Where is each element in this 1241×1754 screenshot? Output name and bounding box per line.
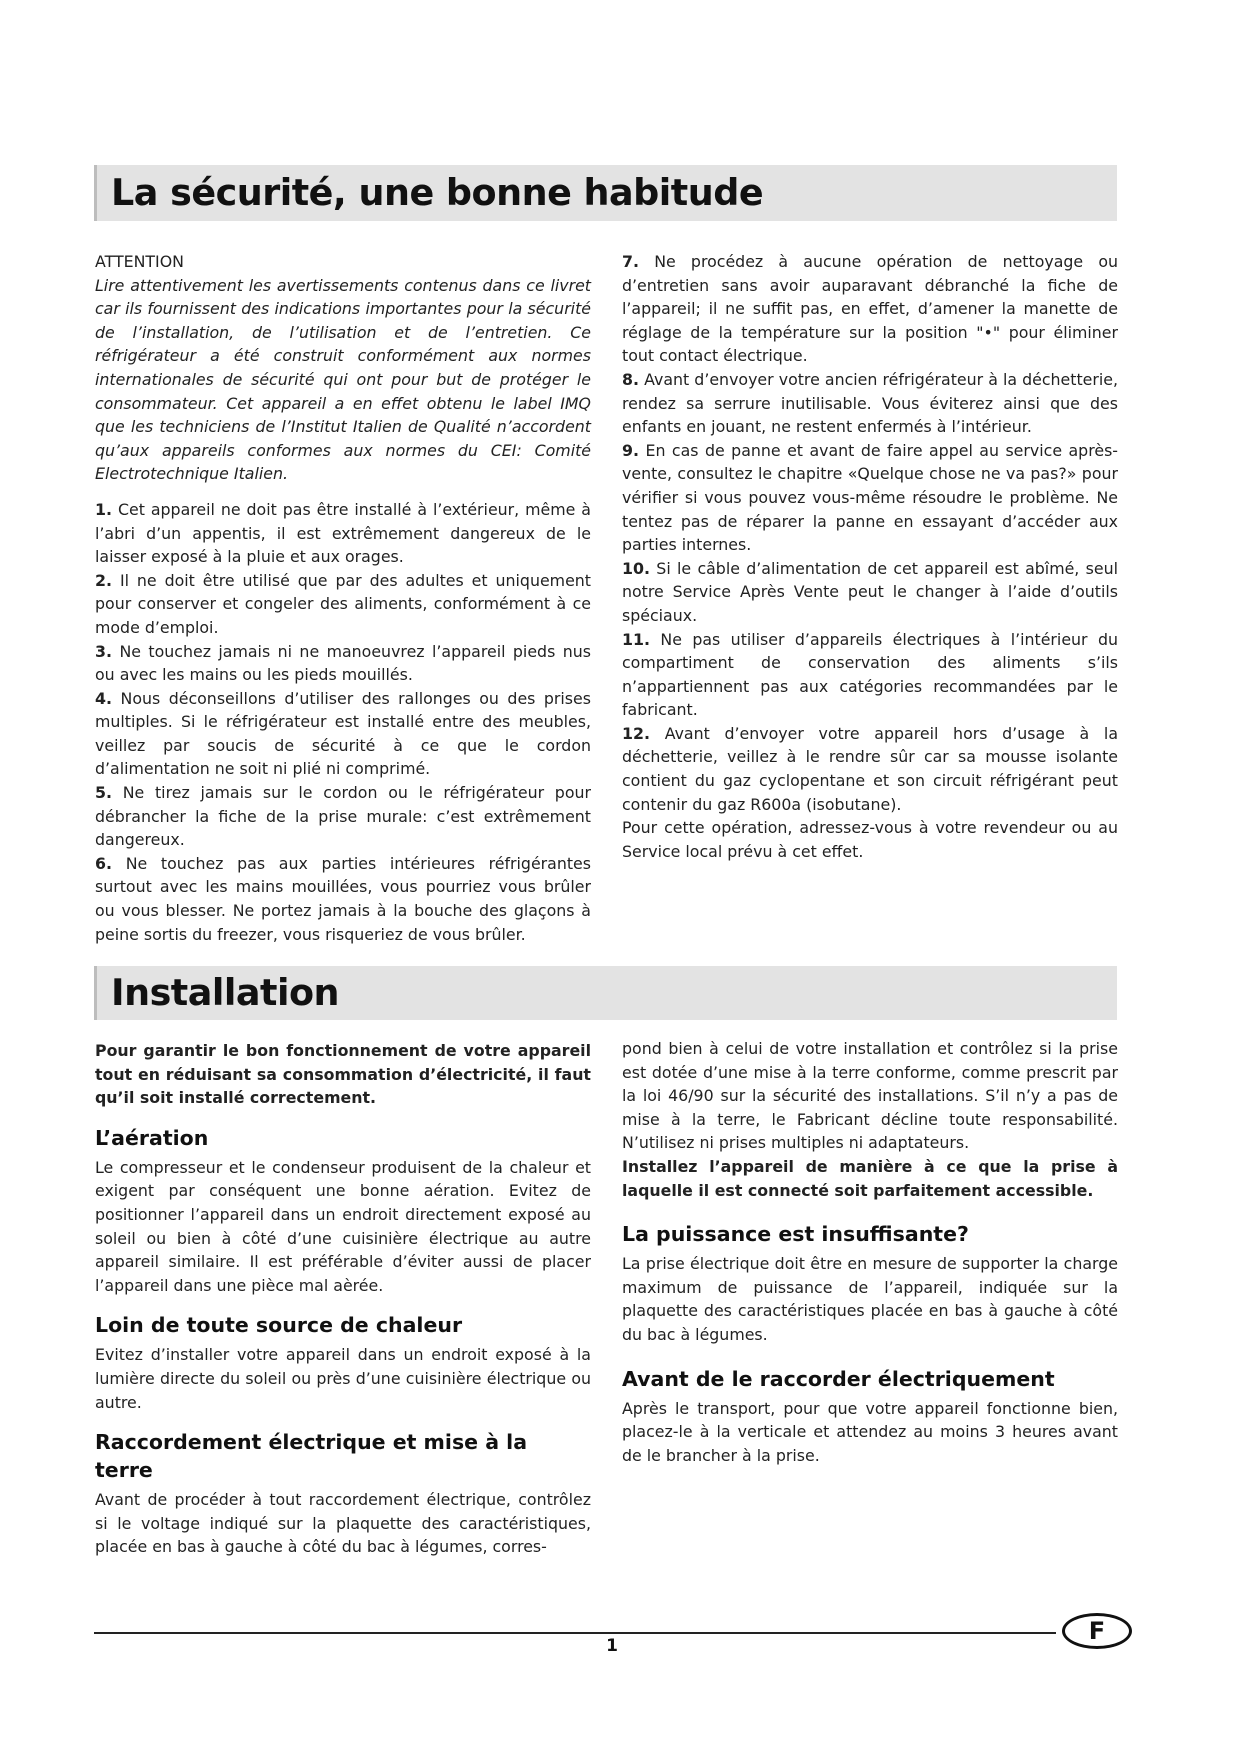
item-number: 3. bbox=[95, 641, 112, 661]
language-badge: F bbox=[1062, 1613, 1132, 1649]
safety-item-3 bbox=[95, 640, 591, 687]
safety-closing: Pour cette opération, adressez-vous à votre revendeur ou au Service local prévu à cet effet. bbox=[622, 818, 1118, 861]
subheading-aeration: L’aération bbox=[95, 1125, 209, 1150]
installation-intro: Pour garantir le bon fonctionnement de votre appareil tout en réduisant sa consommation d’électricité, il faut qu’il soit installé correctement. bbox=[95, 1041, 591, 1108]
safety-item-2 bbox=[95, 569, 591, 640]
subheading-avant-raccorder: Avant de le raccorder électriquement bbox=[622, 1366, 1055, 1391]
item-text: Ne procédez à aucune opération de nettoyage ou d’entretien sans avoir auparavant débranché la fiche de l’appareil; il ne suffit pas, en effet, d’amener la manette de réglage de la température sur la position "•" pour éliminer tout contact électrique. bbox=[622, 252, 1118, 366]
section-banner-installation bbox=[94, 966, 1117, 1020]
item-text: Avant d’envoyer votre appareil hors d’usage à la déchetterie, veillez à le rendre sûr car sa mousse isolante contient du gaz cyclopentane et son circuit réfrigérant peut contenir du gaz R600a (isobutane). bbox=[622, 723, 1118, 814]
item-text: Il ne doit être utilisé que par des adultes et uniquement pour conserver et congeler des aliments, conformément à ce mode d’emploi. bbox=[95, 570, 591, 637]
item-number: 9. bbox=[622, 440, 639, 460]
installation-right-column bbox=[622, 1037, 1118, 1467]
safety-item-9 bbox=[622, 439, 1118, 557]
item-text: En cas de panne et avant de faire appel au service après-vente, consultez le chapitre «Quelque chose ne va pas?» pour vérifier si vous pouvez vous-même résoudre le problème. Ne tentez pas de réparer la panne en essayant d’accéder aux parties internes. bbox=[622, 440, 1118, 555]
page-number: 1 bbox=[606, 1636, 618, 1656]
item-number: 2. bbox=[95, 570, 112, 590]
puissance-text: La prise électrique doit être en mesure de supporter la charge maximum de puissance de l’appareil, indiquée sur la plaquette des caractéristiques placée en bas à gauche à côté du bac à légumes. bbox=[622, 1254, 1118, 1344]
item-number: 5. bbox=[95, 783, 112, 803]
chaleur-text: Evitez d’installer votre appareil dans un endroit exposé à la lumière directe du soleil ou près d’une cuisinière électrique ou autre. bbox=[95, 1345, 591, 1412]
avant-raccorder-text: Après le transport, pour que votre appareil fonctionne bien, placez-le à la verticale et attendez au moins 3 heures avant de le brancher à la prise. bbox=[622, 1398, 1118, 1465]
aeration-text: Le compresseur et le condenseur produisent de la chaleur et exigent par conséquent une bonne aération. Evitez de positionner l’appareil dans un endroit directement exposé au soleil ou bien à côté d’une cuisinière électrique au autre appareil similaire. Il est préférable d’éviter aussi de placer l’appareil dans une pièce mal aèrée. bbox=[95, 1157, 591, 1295]
item-text: Nous déconseillons d’utiliser des rallonges ou des prises multiples. Si le réfrigérateur est installé entre des meubles, veillez par soucis de sécurité à ce que le cordon d’alimentation ne soit ni plié ni comprimé. bbox=[95, 688, 591, 779]
item-number: 4. bbox=[95, 688, 112, 708]
footer-rule bbox=[94, 1632, 1056, 1634]
item-number: 12. bbox=[622, 723, 650, 743]
safety-item-10 bbox=[622, 557, 1118, 628]
installation-left-column bbox=[95, 1039, 591, 1559]
safety-item-6 bbox=[95, 852, 591, 946]
item-text: Ne touchez jamais ni ne manoeuvrez l’appareil pieds nus ou avec les mains ou les pieds mouillés. bbox=[95, 641, 591, 685]
item-number: 10. bbox=[622, 558, 650, 578]
safety-item-5 bbox=[95, 781, 591, 852]
item-text: Avant d’envoyer votre ancien réfrigérateur à la déchetterie, rendez sa serrure inutilisable. Vous éviterez ainsi que des enfants en jouant, ne restent enfermés à l’intérieur. bbox=[622, 369, 1118, 437]
securite-left-column bbox=[95, 250, 591, 946]
safety-item-4 bbox=[95, 687, 591, 781]
attention-label: ATTENTION bbox=[95, 252, 184, 271]
item-text: Ne pas utiliser d’appareils électriques à l’intérieur du compartiment de conservation des aliments s’ils n’appartiennent pas aux catégories recommandées par le fabricant. bbox=[622, 629, 1118, 720]
subheading-puissance: La puissance est insuffisante? bbox=[622, 1222, 969, 1247]
safety-item-12 bbox=[622, 722, 1118, 816]
item-text: Ne tirez jamais sur le cordon ou le réfrigérateur pour débrancher la fiche de la prise murale: c’est extrêmement dangereux. bbox=[95, 783, 591, 850]
attention-intro: Lire attentivement les avertissements contenus dans ce livret car ils fournissent des indications importantes pour la sécurité de l’installation, de l’utilisation et de l’entretien. Ce réfrigérateur a été construit conformément aux normes internationales de sécurité qui ont pour but de protéger le consommateur. Cet appareil a en effet obtenu le label IMQ que les techniciens de l’Institut Italien de Qualité n’accordent qu’aux appareils conformes aux normes du CEI: Comité Electrotechnique Italien. bbox=[95, 275, 591, 484]
raccordement-text-right: pond bien à celui de votre installation et contrôlez si la prise est dotée d’une mise à la terre conforme, comme prescrit par la loi 46/90 sur la sécurité des installations. S’il n’y a pas de mise à la terre, le Fabricant décline toute responsabilité. N’utilisez ni prises multiples ni adaptateurs. bbox=[622, 1039, 1118, 1153]
subheading-raccordement: Raccordement électrique et mise à la terre bbox=[95, 1430, 528, 1483]
item-text: Ne touchez pas aux parties intérieures réfrigérantes surtout avec les mains mouillées, vous pourriez vous brûler ou vous blesser. Ne portez jamais à la bouche des glaçons à peine sortis du freezer, vous risqueriez de vous brûler. bbox=[95, 853, 591, 944]
item-text: Si le câble d’alimentation de cet appareil est abîmé, seul notre Service Après Vente peut le changer à l’aide d’outils spéciaux. bbox=[622, 558, 1118, 625]
subheading-chaleur: Loin de toute source de chaleur bbox=[95, 1313, 463, 1338]
item-number: 8. bbox=[622, 369, 639, 389]
securite-right-column bbox=[622, 250, 1118, 863]
item-number: 6. bbox=[95, 853, 112, 873]
safety-item-7 bbox=[622, 250, 1118, 368]
item-number: 7. bbox=[622, 252, 639, 271]
item-number: 1. bbox=[95, 499, 112, 519]
section-title-installation: Installation bbox=[111, 971, 340, 1014]
safety-item-11 bbox=[622, 628, 1118, 722]
raccordement-text-left: Avant de procéder à tout raccordement électrique, contrôlez si le voltage indiqué sur la plaquette des caractéristiques, placée en bas à gauche à côté du bac à légumes, corres- bbox=[95, 1490, 591, 1557]
section-banner-securite bbox=[94, 165, 1117, 221]
item-text: Cet appareil ne doit pas être installé à l’extérieur, même à l’abri d’un appentis, il est extrêmement dangereux de le laisser exposé à la pluie et aux orages. bbox=[95, 499, 591, 567]
item-number: 11. bbox=[622, 629, 650, 649]
safety-item-1 bbox=[95, 498, 591, 569]
raccordement-bold-note: Installez l’appareil de manière à ce que la prise à laquelle il est connecté soit parfaitement accessible. bbox=[622, 1156, 1118, 1200]
safety-item-8 bbox=[622, 368, 1118, 439]
section-title-securite: La sécurité, une bonne habitude bbox=[111, 171, 764, 214]
